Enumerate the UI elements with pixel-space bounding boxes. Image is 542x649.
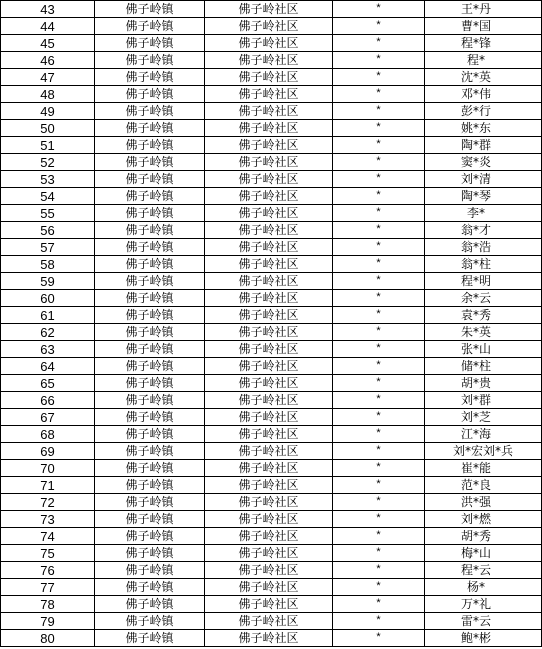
row-number-cell: 59 <box>1 273 95 290</box>
masked-field-cell: * <box>333 426 425 443</box>
community-cell: 佛子岭社区 <box>205 256 333 273</box>
masked-field-cell: * <box>333 171 425 188</box>
row-number-cell: 54 <box>1 188 95 205</box>
town-cell: 佛子岭镇 <box>95 358 205 375</box>
table-row <box>1 137 542 154</box>
row-number-cell: 48 <box>1 86 95 103</box>
community-cell: 佛子岭社区 <box>205 222 333 239</box>
name-cell: 程*明 <box>425 273 542 290</box>
table-row <box>1 613 542 630</box>
row-number-cell: 78 <box>1 596 95 613</box>
town-cell: 佛子岭镇 <box>95 35 205 52</box>
masked-field-cell: * <box>333 1 425 18</box>
table-row <box>1 103 542 120</box>
name-cell: 江*海 <box>425 426 542 443</box>
community-cell: 佛子岭社区 <box>205 562 333 579</box>
town-cell: 佛子岭镇 <box>95 409 205 426</box>
town-cell: 佛子岭镇 <box>95 222 205 239</box>
table-row <box>1 171 542 188</box>
table-row <box>1 545 542 562</box>
table-row <box>1 562 542 579</box>
town-cell: 佛子岭镇 <box>95 426 205 443</box>
row-number-cell: 50 <box>1 120 95 137</box>
town-cell: 佛子岭镇 <box>95 290 205 307</box>
row-number-cell: 65 <box>1 375 95 392</box>
town-cell: 佛子岭镇 <box>95 460 205 477</box>
community-cell: 佛子岭社区 <box>205 596 333 613</box>
row-number-cell: 56 <box>1 222 95 239</box>
town-cell: 佛子岭镇 <box>95 18 205 35</box>
row-number-cell: 51 <box>1 137 95 154</box>
roster-body <box>1 1 542 647</box>
table-row <box>1 154 542 171</box>
name-cell: 万*礼 <box>425 596 542 613</box>
masked-field-cell: * <box>333 409 425 426</box>
town-cell: 佛子岭镇 <box>95 579 205 596</box>
table-row <box>1 239 542 256</box>
community-cell: 佛子岭社区 <box>205 171 333 188</box>
name-cell: 翁*才 <box>425 222 542 239</box>
masked-field-cell: * <box>333 341 425 358</box>
table-row <box>1 528 542 545</box>
masked-field-cell: * <box>333 256 425 273</box>
community-cell: 佛子岭社区 <box>205 528 333 545</box>
community-cell: 佛子岭社区 <box>205 494 333 511</box>
masked-field-cell: * <box>333 273 425 290</box>
row-number-cell: 63 <box>1 341 95 358</box>
row-number-cell: 61 <box>1 307 95 324</box>
table-row <box>1 273 542 290</box>
community-cell: 佛子岭社区 <box>205 375 333 392</box>
table-row <box>1 511 542 528</box>
row-number-cell: 64 <box>1 358 95 375</box>
name-cell: 梅*山 <box>425 545 542 562</box>
town-cell: 佛子岭镇 <box>95 613 205 630</box>
row-number-cell: 53 <box>1 171 95 188</box>
masked-field-cell: * <box>333 494 425 511</box>
town-cell: 佛子岭镇 <box>95 256 205 273</box>
community-cell: 佛子岭社区 <box>205 545 333 562</box>
community-cell: 佛子岭社区 <box>205 426 333 443</box>
community-cell: 佛子岭社区 <box>205 579 333 596</box>
community-cell: 佛子岭社区 <box>205 324 333 341</box>
name-cell: 崔*能 <box>425 460 542 477</box>
name-cell: 胡*贵 <box>425 375 542 392</box>
name-cell: 邓*伟 <box>425 86 542 103</box>
town-cell: 佛子岭镇 <box>95 239 205 256</box>
town-cell: 佛子岭镇 <box>95 511 205 528</box>
name-cell: 刘*燃 <box>425 511 542 528</box>
community-cell: 佛子岭社区 <box>205 137 333 154</box>
community-cell: 佛子岭社区 <box>205 613 333 630</box>
town-cell: 佛子岭镇 <box>95 103 205 120</box>
row-number-cell: 44 <box>1 18 95 35</box>
community-cell: 佛子岭社区 <box>205 52 333 69</box>
name-cell: 朱*英 <box>425 324 542 341</box>
name-cell: 余*云 <box>425 290 542 307</box>
masked-field-cell: * <box>333 613 425 630</box>
row-number-cell: 55 <box>1 205 95 222</box>
table-row <box>1 18 542 35</box>
table-row <box>1 579 542 596</box>
row-number-cell: 62 <box>1 324 95 341</box>
masked-field-cell: * <box>333 562 425 579</box>
masked-field-cell: * <box>333 69 425 86</box>
row-number-cell: 76 <box>1 562 95 579</box>
masked-field-cell: * <box>333 460 425 477</box>
town-cell: 佛子岭镇 <box>95 69 205 86</box>
community-cell: 佛子岭社区 <box>205 239 333 256</box>
masked-field-cell: * <box>333 103 425 120</box>
community-cell: 佛子岭社区 <box>205 69 333 86</box>
row-number-cell: 67 <box>1 409 95 426</box>
table-row <box>1 477 542 494</box>
town-cell: 佛子岭镇 <box>95 154 205 171</box>
table-row <box>1 375 542 392</box>
table-row <box>1 205 542 222</box>
community-cell: 佛子岭社区 <box>205 154 333 171</box>
table-row <box>1 52 542 69</box>
community-cell: 佛子岭社区 <box>205 205 333 222</box>
community-cell: 佛子岭社区 <box>205 188 333 205</box>
row-number-cell: 77 <box>1 579 95 596</box>
name-cell: 袁*秀 <box>425 307 542 324</box>
name-cell: 胡*秀 <box>425 528 542 545</box>
masked-field-cell: * <box>333 239 425 256</box>
town-cell: 佛子岭镇 <box>95 52 205 69</box>
town-cell: 佛子岭镇 <box>95 86 205 103</box>
name-cell: 杨* <box>425 579 542 596</box>
name-cell: 洪*强 <box>425 494 542 511</box>
row-number-cell: 68 <box>1 426 95 443</box>
name-cell: 刘*宏刘*兵 <box>425 443 542 460</box>
town-cell: 佛子岭镇 <box>95 188 205 205</box>
row-number-cell: 57 <box>1 239 95 256</box>
masked-field-cell: * <box>333 188 425 205</box>
town-cell: 佛子岭镇 <box>95 392 205 409</box>
community-cell: 佛子岭社区 <box>205 1 333 18</box>
masked-field-cell: * <box>333 596 425 613</box>
town-cell: 佛子岭镇 <box>95 324 205 341</box>
row-number-cell: 52 <box>1 154 95 171</box>
name-cell: 鲍*彬 <box>425 630 542 647</box>
community-cell: 佛子岭社区 <box>205 273 333 290</box>
community-cell: 佛子岭社区 <box>205 358 333 375</box>
row-number-cell: 60 <box>1 290 95 307</box>
table-row <box>1 35 542 52</box>
community-cell: 佛子岭社区 <box>205 35 333 52</box>
masked-field-cell: * <box>333 86 425 103</box>
community-cell: 佛子岭社区 <box>205 460 333 477</box>
row-number-cell: 46 <box>1 52 95 69</box>
name-cell: 程*锋 <box>425 35 542 52</box>
masked-field-cell: * <box>333 52 425 69</box>
town-cell: 佛子岭镇 <box>95 443 205 460</box>
name-cell: 刘*群 <box>425 392 542 409</box>
community-cell: 佛子岭社区 <box>205 477 333 494</box>
table-row <box>1 120 542 137</box>
name-cell: 雷*云 <box>425 613 542 630</box>
table-row <box>1 307 542 324</box>
town-cell: 佛子岭镇 <box>95 341 205 358</box>
table-row <box>1 341 542 358</box>
masked-field-cell: * <box>333 307 425 324</box>
town-cell: 佛子岭镇 <box>95 528 205 545</box>
name-cell: 程* <box>425 52 542 69</box>
table-row <box>1 290 542 307</box>
name-cell: 储*柱 <box>425 358 542 375</box>
name-cell: 彭*行 <box>425 103 542 120</box>
town-cell: 佛子岭镇 <box>95 477 205 494</box>
masked-field-cell: * <box>333 154 425 171</box>
row-number-cell: 74 <box>1 528 95 545</box>
row-number-cell: 75 <box>1 545 95 562</box>
name-cell: 姚*东 <box>425 120 542 137</box>
community-cell: 佛子岭社区 <box>205 290 333 307</box>
masked-field-cell: * <box>333 35 425 52</box>
community-cell: 佛子岭社区 <box>205 409 333 426</box>
row-number-cell: 66 <box>1 392 95 409</box>
table-row <box>1 494 542 511</box>
name-cell: 窦*炎 <box>425 154 542 171</box>
town-cell: 佛子岭镇 <box>95 375 205 392</box>
table-row <box>1 69 542 86</box>
name-cell: 沈*英 <box>425 69 542 86</box>
town-cell: 佛子岭镇 <box>95 307 205 324</box>
masked-field-cell: * <box>333 290 425 307</box>
name-cell: 曹*国 <box>425 18 542 35</box>
table-row <box>1 443 542 460</box>
masked-field-cell: * <box>333 392 425 409</box>
masked-field-cell: * <box>333 205 425 222</box>
row-number-cell: 71 <box>1 477 95 494</box>
name-cell: 翁*柱 <box>425 256 542 273</box>
community-cell: 佛子岭社区 <box>205 443 333 460</box>
name-cell: 翁*浩 <box>425 239 542 256</box>
masked-field-cell: * <box>333 120 425 137</box>
community-cell: 佛子岭社区 <box>205 630 333 647</box>
row-number-cell: 70 <box>1 460 95 477</box>
name-cell: 王*丹 <box>425 1 542 18</box>
table-row <box>1 358 542 375</box>
name-cell: 范*良 <box>425 477 542 494</box>
town-cell: 佛子岭镇 <box>95 120 205 137</box>
town-cell: 佛子岭镇 <box>95 1 205 18</box>
row-number-cell: 49 <box>1 103 95 120</box>
row-number-cell: 73 <box>1 511 95 528</box>
masked-field-cell: * <box>333 477 425 494</box>
town-cell: 佛子岭镇 <box>95 562 205 579</box>
town-cell: 佛子岭镇 <box>95 494 205 511</box>
community-cell: 佛子岭社区 <box>205 341 333 358</box>
community-cell: 佛子岭社区 <box>205 511 333 528</box>
masked-field-cell: * <box>333 630 425 647</box>
row-number-cell: 43 <box>1 1 95 18</box>
masked-field-cell: * <box>333 324 425 341</box>
name-cell: 李* <box>425 205 542 222</box>
masked-field-cell: * <box>333 579 425 596</box>
town-cell: 佛子岭镇 <box>95 205 205 222</box>
table-row <box>1 426 542 443</box>
community-cell: 佛子岭社区 <box>205 120 333 137</box>
table-row <box>1 222 542 239</box>
table-row <box>1 324 542 341</box>
table-row <box>1 86 542 103</box>
name-cell: 刘*芝 <box>425 409 542 426</box>
table-row <box>1 1 542 18</box>
community-cell: 佛子岭社区 <box>205 307 333 324</box>
masked-field-cell: * <box>333 137 425 154</box>
row-number-cell: 45 <box>1 35 95 52</box>
name-cell: 程*云 <box>425 562 542 579</box>
row-number-cell: 47 <box>1 69 95 86</box>
masked-field-cell: * <box>333 222 425 239</box>
table-row <box>1 630 542 647</box>
table-row <box>1 256 542 273</box>
town-cell: 佛子岭镇 <box>95 137 205 154</box>
name-cell: 刘*清 <box>425 171 542 188</box>
table-row <box>1 409 542 426</box>
row-number-cell: 58 <box>1 256 95 273</box>
row-number-cell: 80 <box>1 630 95 647</box>
table-row <box>1 460 542 477</box>
town-cell: 佛子岭镇 <box>95 630 205 647</box>
name-cell: 陶*群 <box>425 137 542 154</box>
community-cell: 佛子岭社区 <box>205 18 333 35</box>
name-cell: 张*山 <box>425 341 542 358</box>
town-cell: 佛子岭镇 <box>95 171 205 188</box>
row-number-cell: 79 <box>1 613 95 630</box>
masked-field-cell: * <box>333 528 425 545</box>
masked-field-cell: * <box>333 18 425 35</box>
table-row <box>1 596 542 613</box>
row-number-cell: 72 <box>1 494 95 511</box>
table-row <box>1 188 542 205</box>
masked-field-cell: * <box>333 443 425 460</box>
masked-field-cell: * <box>333 511 425 528</box>
masked-field-cell: * <box>333 358 425 375</box>
town-cell: 佛子岭镇 <box>95 596 205 613</box>
community-cell: 佛子岭社区 <box>205 103 333 120</box>
masked-field-cell: * <box>333 545 425 562</box>
town-cell: 佛子岭镇 <box>95 545 205 562</box>
name-cell: 陶*琴 <box>425 188 542 205</box>
town-cell: 佛子岭镇 <box>95 273 205 290</box>
row-number-cell: 69 <box>1 443 95 460</box>
table-row <box>1 392 542 409</box>
community-cell: 佛子岭社区 <box>205 86 333 103</box>
community-cell: 佛子岭社区 <box>205 392 333 409</box>
masked-field-cell: * <box>333 375 425 392</box>
